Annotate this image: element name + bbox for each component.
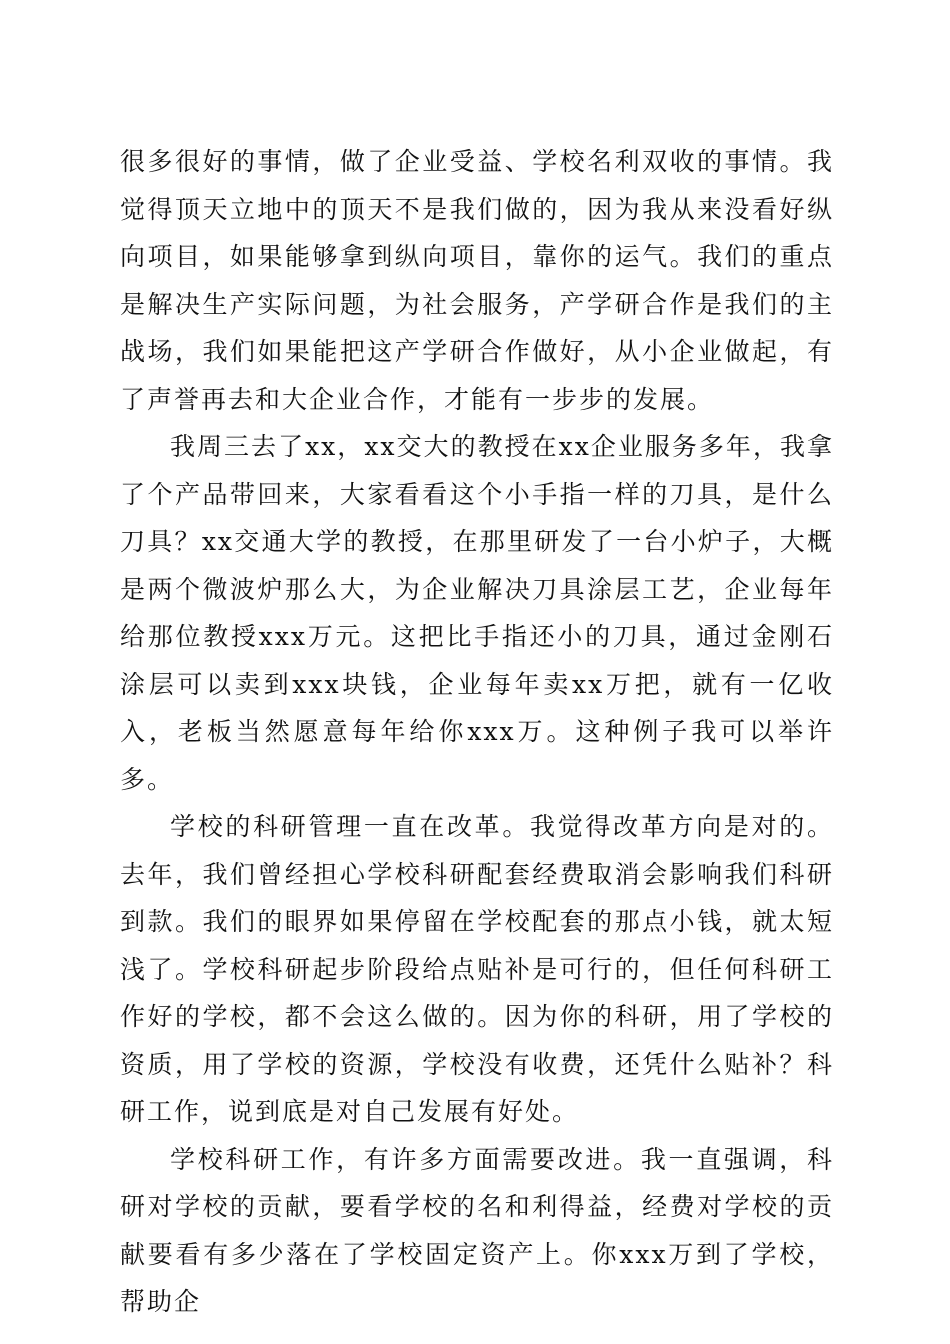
- document-body: [120, 138, 834, 1326]
- paragraph-1: 很多很好的事情，做了企业受益、学校名利双收的事情。我觉得顶天立地中的顶天不是我们做的，因为我从来没看好纵向项目，如果能够拿到纵向项目，靠你的运气。我们的重点是解决生产实际问题，为社会服务，产学研合作是我们的主战场，我们如果能把这产学研合作做好，从小企业做起，有了声誉再去和大企业合作，才能有一步步的发展。: [120, 147, 834, 414]
- paragraph-2: 我周三去了xx，xx交大的教授在xx企业服务多年，我拿了个产品带回来，大家看看这个小手指一样的刀具，是什么刀具？xx交通大学的教授，在那里研发了一台小炉子，大概是两个微波炉那么大，为企业解决刀具涂层工艺，企业每年给那位教授xxx万元。这把比手指还小的刀具，通过金刚石涂层可以卖到xxx块钱，企业每年卖xx万把，就有一亿收入，老板当然愿意每年给你xxx万。这种例子我可以举许多。: [120, 432, 834, 794]
- paragraph-4: 学校科研工作，有许多方面需要改进。我一直强调，科研对学校的贡献，要看学校的名和利得益，经费对学校的贡献要看有多少落在了学校固定资产上。你xxx万到了学校，帮助企: [120, 1144, 834, 1316]
- paragraph-3: 学校的科研管理一直在改革。我觉得改革方向是对的。去年，我们曾经担心学校科研配套经费取消会影响我们科研到款。我们的眼界如果停留在学校配套的那点小钱，就太短浅了。学校科研起步阶段给点贴补是可行的，但任何科研工作好的学校，都不会这么做的。因为你的科研，用了学校的资质，用了学校的资源，学校没有收费，还凭什么贴补？科研工作，说到底是对自己发展有好处。: [120, 812, 834, 1126]
